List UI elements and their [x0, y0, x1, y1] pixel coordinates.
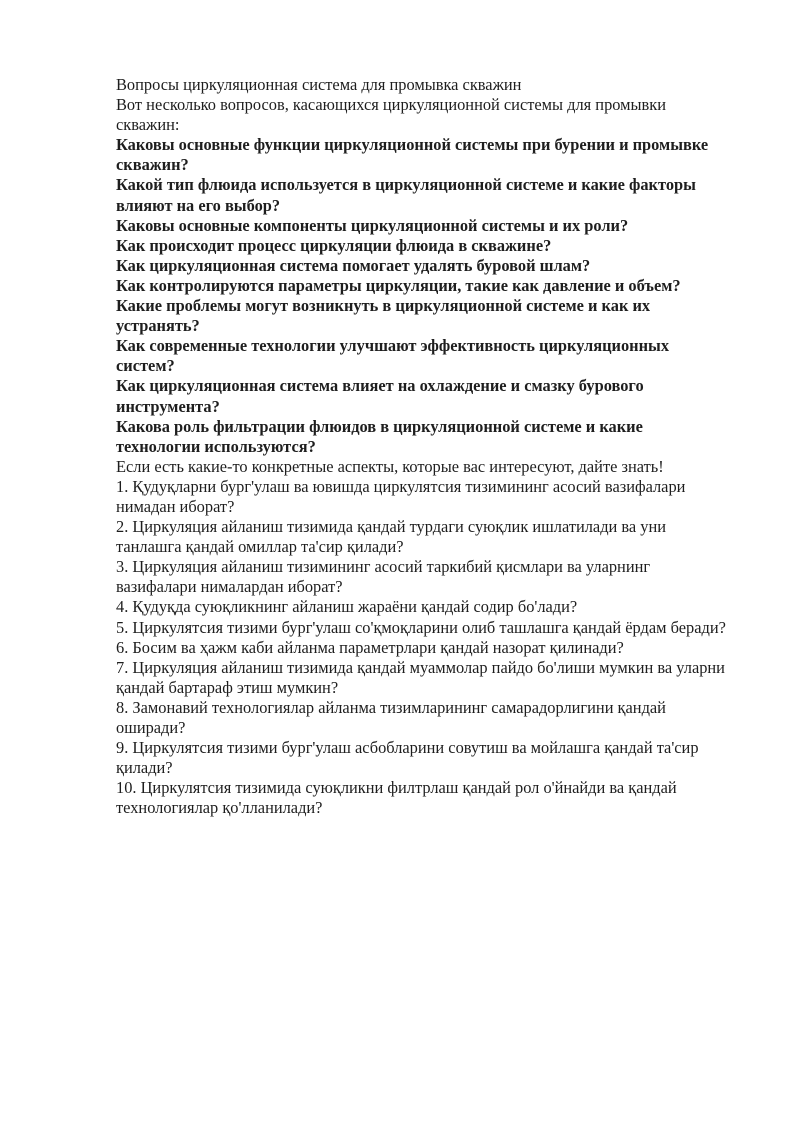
question-uz-10: 10. Циркулятсия тизимида суюқликни филтрлаш қандай рол о'йнайди ва қандай технологиялар қо'лланилади?	[116, 778, 677, 818]
question-ru-1: Каковы основные функции циркуляционной системы при бурении и промывке скважин?	[116, 135, 709, 175]
document-title: Вопросы циркуляционная система для промывка скважин	[116, 75, 522, 94]
question-ru-7: Какие проблемы могут возникнуть в циркуляционной системе и как их устранять?	[116, 296, 651, 336]
question-ru-9: Как циркуляционная система влияет на охлаждение и смазку бурового инструмента?	[116, 376, 644, 416]
question-uz-3: 3. Циркуляция айланиш тизимининг асосий таркибий қисмлари ва уларнинг вазифалари нималардан иборат?	[116, 557, 651, 597]
question-uz-8: 8. Замонавий технологиялар айланма тизимларининг самарадорлигини қандай оширади?	[116, 697, 666, 737]
question-uz-4: 4. Қудуқда суюқликнинг айланиш жараёни қандай содир бо'лади?	[116, 597, 578, 617]
question-uz-5: 5. Циркулятсия тизими бург'улаш со'қмоқларини олиб ташлашга қандай ёрдам беради?	[116, 617, 726, 637]
question-uz-6: 6. Босим ва ҳажм каби айланма параметрлари қандай назорат қилинади?	[116, 637, 624, 657]
question-uz-9: 9. Циркулятсия тизими бург'улаш асбобларини совутиш ва мойлашга қандай та'сир қилади?	[116, 738, 699, 778]
question-ru-6: Как контролируются параметры циркуляции, такие как давление и объем?	[116, 275, 681, 295]
question-uz-1: 1. Қудуқларни бург'улаш ва ювишда циркулятсия тизимининг асосий вазифалари нимадан иборат?	[116, 476, 686, 516]
question-ru-2: Какой тип флюида используется в циркуляционной системе и какие факторы влияют на его выбор?	[116, 175, 696, 215]
intro-paragraph: Вот несколько вопросов, касающихся циркуляционной системы для промывки скважин:	[116, 95, 667, 135]
question-uz-7: 7. Циркуляция айланиш тизимида қандай муаммолар пайдо бо'лиши мумкин ва уларни қандай бартараф этиш мумкин?	[116, 657, 725, 697]
question-ru-4: Как происходит процесс циркуляции флюида в скважине?	[116, 235, 552, 255]
question-ru-10: Какова роль фильтрации флюидов в циркуляционной системе и какие технологии используются?	[116, 416, 643, 456]
question-uz-2: 2. Циркуляция айланиш тизимида қандай турдаги суюқлик ишлатилади ва уни танлашга қандай омиллар та'сир қилади?	[116, 517, 667, 557]
question-ru-5: Как циркуляционная система помогает удалять буровой шлам?	[116, 255, 591, 275]
closing-paragraph: Если есть какие-то конкретные аспекты, которые вас интересуют, дайте знать!	[116, 456, 664, 476]
question-ru-3: Каковы основные компоненты циркуляционной системы и их роли?	[116, 215, 629, 235]
document-body	[116, 75, 726, 818]
question-ru-8: Как современные технологии улучшают эффективность циркуляционных систем?	[116, 336, 670, 376]
